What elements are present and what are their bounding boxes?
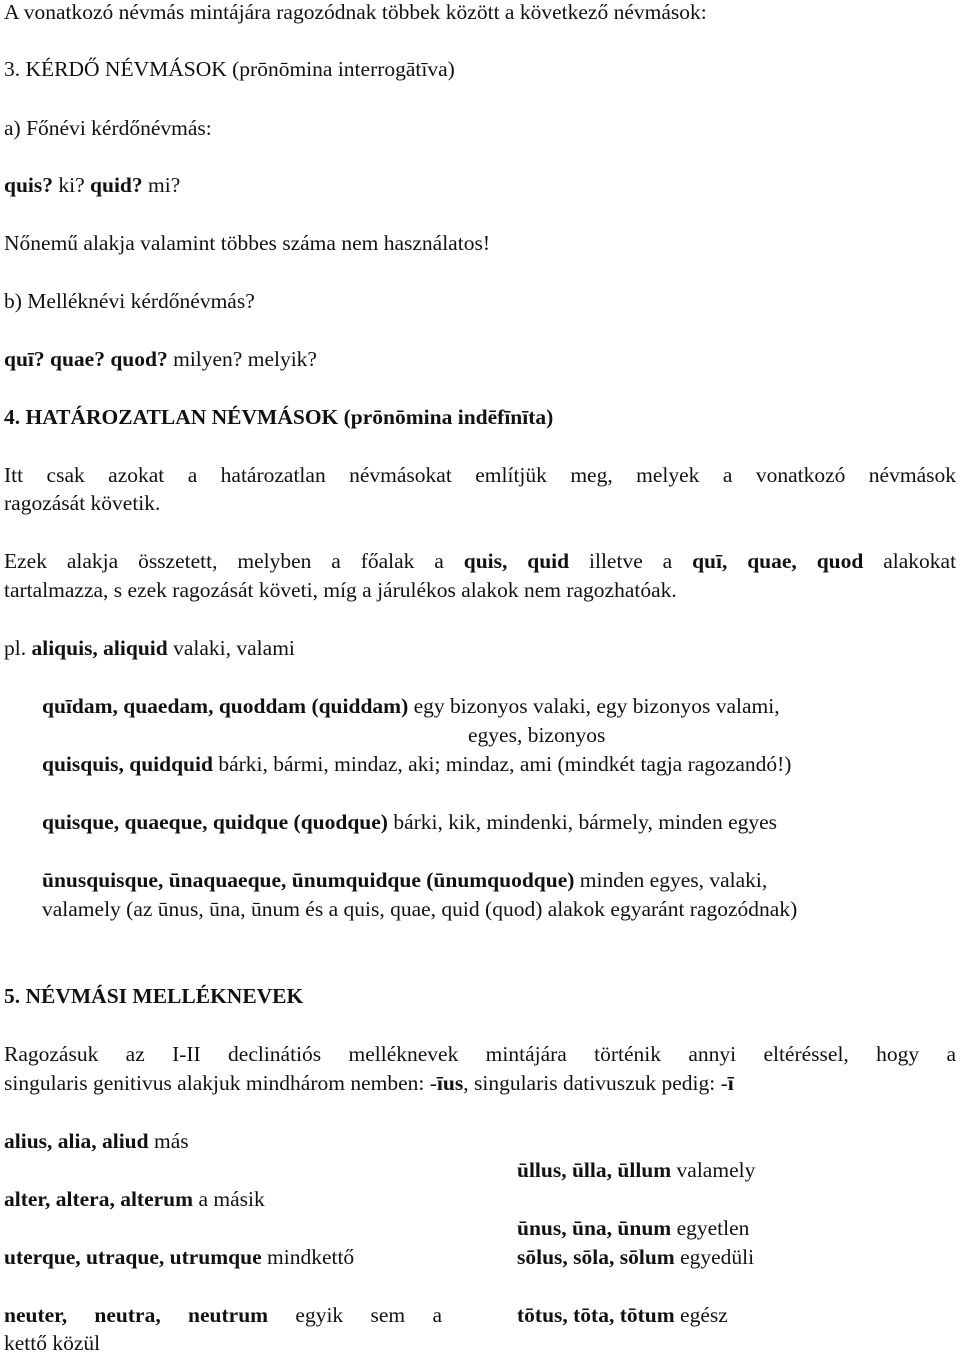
- alius-forms: alius, alia, aliud: [4, 1129, 149, 1153]
- adj-neuter: [4, 1301, 442, 1329]
- subheading-a: a) Főnévi kérdőnévmás:: [4, 116, 212, 140]
- nominal-forms: [4, 171, 180, 199]
- p2-quis-quid: quis, quid: [463, 549, 570, 573]
- example-unusquisque-line-2: valamely (az ūnus, ūna, ūnum és a quis, quae, quid (quod) alakok egyaránt ragozódnak): [42, 897, 798, 921]
- form-quid: quid?: [90, 173, 143, 197]
- unusquisque-gloss: minden egyes, valaki,: [579, 868, 768, 892]
- adj-solus: [517, 1243, 754, 1271]
- p2-qui-quae-quod: quī, quae, quod: [692, 549, 864, 573]
- s4-paragraph-1-line-2: ragozását követik.: [4, 491, 161, 515]
- form-qui-quae-quod: quī? quae? quod?: [4, 347, 168, 371]
- s5-text-c: , singularis dativuszuk pedig: -: [463, 1071, 728, 1095]
- form-quis: quis?: [4, 173, 54, 197]
- s4-paragraph-1-line-1: Itt csak azokat a határozatlan névmásokat említjük meg, melyek a vonatkozó névmások: [4, 463, 956, 487]
- ullus-forms: ūllus, ūlla, ūllum: [517, 1158, 672, 1182]
- unusquisque-forms: ūnusquisque, ūnaquaeque, ūnumquidque (ūnumquodque): [42, 868, 575, 892]
- alter-forms: alter, altera, alterum: [4, 1187, 194, 1211]
- quidam-gloss: egy bizonyos valaki, egy bizonyos valami,: [413, 694, 780, 718]
- section-4-heading: 4. HATÁROZATLAN NÉVMÁSOK (prōnōmina indēfīnīta): [4, 405, 554, 429]
- s4-paragraph-2-line-2: tartalmazza, s ezek ragozását követi, míg a járulékos alakok nem ragozhatóak.: [4, 578, 677, 602]
- section-3-heading: 3. KÉRDŐ NÉVMÁSOK (prōnōmina interrogātīva): [4, 57, 455, 81]
- alius-gloss: más: [153, 1129, 189, 1153]
- usage-note: Nőnemű alakja valamint többes száma nem használatos!: [4, 231, 490, 255]
- s5-paragraph-line-2: [4, 1069, 734, 1097]
- section-5-heading: 5. NÉVMÁSI MELLÉKNEVEK: [4, 984, 304, 1008]
- aliquis-forms: aliquis, aliquid: [31, 636, 168, 660]
- neuter-forms: neuter, neutra, neutrum: [4, 1303, 269, 1327]
- quisquis-gloss: bárki, bármi, mindaz, aki; mindaz, ami (mindkét tagja ragozandó!): [218, 752, 792, 776]
- quisque-forms: quisque, quaeque, quidque (quodque): [42, 810, 388, 834]
- uterque-gloss: mindkettő: [267, 1245, 355, 1269]
- aliquis-gloss: valaki, valami: [173, 636, 295, 660]
- quidam-forms: quīdam, quaedam, quoddam (quiddam): [42, 694, 409, 718]
- example-quisque: [42, 808, 777, 836]
- s4-paragraph-2-line-1: [4, 547, 956, 575]
- p2-text-e: alakokat: [883, 549, 957, 573]
- totus-forms: tōtus, tōta, tōtum: [517, 1303, 675, 1327]
- solus-forms: sōlus, sōla, sōlum: [517, 1245, 675, 1269]
- uterque-forms: uterque, utraque, utrumque: [4, 1245, 262, 1269]
- adj-ullus: [517, 1156, 755, 1184]
- gloss-ki: ki?: [58, 173, 85, 197]
- gloss-mi: mi?: [148, 173, 181, 197]
- subheading-b: b) Melléknévi kérdőnévmás?: [4, 289, 255, 313]
- adj-totus: [517, 1301, 728, 1329]
- example-aliquis: [4, 634, 295, 662]
- adj-unus: [517, 1214, 749, 1242]
- example-quidam-gloss-2: egyes, bizonyos: [468, 723, 606, 747]
- s5-text-a: singularis genitivus alakjuk mindhárom nemben: -: [4, 1071, 437, 1095]
- quisquis-forms: quisquis, quidquid: [42, 752, 213, 776]
- ending-i: ī: [727, 1071, 734, 1095]
- adj-alius: [4, 1127, 189, 1155]
- gloss-milyen: milyen? melyik?: [173, 347, 317, 371]
- ending-ius: īus: [436, 1071, 464, 1095]
- p2-text-a: Ezek alakja összetett, melyben a főalak a: [4, 549, 444, 573]
- unus-forms: ūnus, ūna, ūnum: [517, 1216, 672, 1240]
- adjectival-forms: [4, 345, 317, 373]
- example-unusquisque: [42, 866, 767, 894]
- pl-prefix: pl.: [4, 636, 27, 660]
- ullus-gloss: valamely: [676, 1158, 756, 1182]
- alter-gloss: a másik: [198, 1187, 265, 1211]
- neuter-gloss: egyik sem a: [295, 1303, 442, 1327]
- adj-alter: [4, 1185, 265, 1213]
- adj-neuter-gloss-2: kettő közül: [4, 1331, 101, 1355]
- intro-line: A vonatkozó névmás mintájára ragozódnak többek között a következő névmások:: [4, 0, 707, 24]
- totus-gloss: egész: [680, 1303, 728, 1327]
- quisque-gloss: bárki, kik, mindenki, bármely, minden egyes: [393, 810, 778, 834]
- solus-gloss: egyedüli: [680, 1245, 755, 1269]
- example-quidam: [42, 692, 780, 720]
- s5-paragraph-line-1: Ragozásuk az I-II declinátiós melléknevek mintájára történik annyi eltéréssel, hogy a: [4, 1042, 956, 1066]
- example-quisquis: [42, 750, 791, 778]
- adj-uterque: [4, 1243, 354, 1271]
- p2-text-c: illetve a: [589, 549, 673, 573]
- unus-gloss: egyetlen: [676, 1216, 750, 1240]
